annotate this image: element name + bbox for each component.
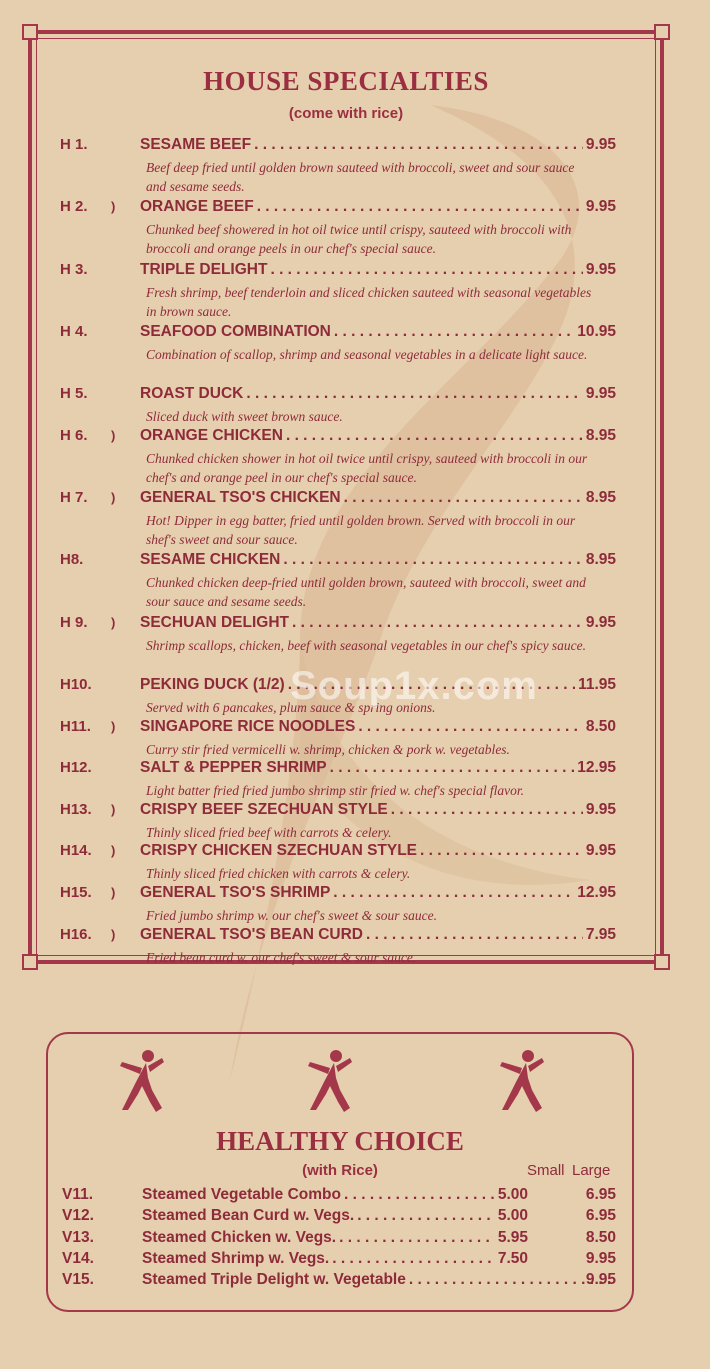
item-description: Shrimp scallops, chicken, beef with seasonal vegetables in our chef's spicy sauce. — [146, 637, 587, 653]
small-price: 5.00 — [497, 1186, 528, 1203]
frame-corner — [22, 954, 38, 970]
item-price: 9.95 — [585, 613, 616, 631]
item-code: H13. — [60, 800, 92, 818]
dot-leader — [334, 323, 574, 341]
healthy-choice-subtitle: (with Rice) — [302, 1162, 378, 1179]
dancer-figure-icon — [112, 1046, 168, 1116]
menu-item — [60, 489, 620, 551]
item-name: CRISPY CHICKEN SZECHUAN STYLE — [140, 842, 418, 860]
large-column-header: Large — [572, 1162, 611, 1179]
item-description: Fried jumbo shrimp w. our chef's sweet & sour sauce. — [146, 907, 437, 923]
house-specialties-title: HOUSE SPECIALTIES — [203, 66, 489, 96]
item-line — [140, 614, 616, 632]
item-name: GENERAL TSO'S CHICKEN — [140, 489, 341, 507]
item-code: H16. — [60, 925, 92, 943]
large-price: 8.50 — [585, 1228, 616, 1246]
item-description: Fried bean curd w. our chef's sweet & sour sauce. — [146, 949, 417, 965]
dot-leader — [339, 1229, 495, 1247]
dot-leader — [344, 1186, 495, 1204]
item-price: 12.95 — [577, 759, 616, 777]
dancer-figure-icon — [494, 1046, 550, 1116]
dot-leader — [246, 385, 582, 403]
item-line — [140, 801, 616, 819]
item-name: GENERAL TSO'S BEAN CURD — [140, 925, 364, 943]
menu-item — [60, 842, 620, 884]
item-price: 7.95 — [585, 925, 616, 943]
item-price: 9.95 — [585, 136, 616, 153]
spicy-marker: ) — [111, 490, 116, 506]
item-line — [140, 136, 616, 154]
item-name: PEKING DUCK (1/2) — [140, 675, 285, 693]
dot-leader — [409, 1271, 613, 1289]
item-code: H10. — [60, 675, 92, 693]
dot-leader — [391, 801, 583, 819]
item-name: ROAST DUCK — [140, 385, 244, 403]
item-code: H 3. — [60, 260, 88, 278]
item-name: Steamed Bean Curd w. Vegs. — [142, 1207, 355, 1225]
item-line — [140, 323, 616, 341]
item-line — [140, 842, 616, 860]
item-line — [140, 261, 616, 279]
item-price: 9.95 — [585, 198, 616, 216]
item-price: 8.95 — [585, 551, 616, 569]
item-code: V13. — [62, 1228, 94, 1246]
item-code: V15. — [62, 1271, 94, 1289]
large-price: 9.95 — [585, 1271, 616, 1289]
item-description: Chunked chicken deep-fried until golden brown, sauteed with broccoli, sweet and sour sauce and sesame seeds. — [146, 575, 586, 610]
item-description: Combination of scallop, shrimp and seasonal vegetables in a delicate light sauce. — [146, 346, 588, 362]
item-code: H 7. — [60, 489, 88, 507]
item-code: H 6. — [60, 426, 88, 444]
dot-leader — [286, 427, 583, 445]
spicy-marker: ) — [111, 199, 116, 215]
item-price: 9.95 — [585, 800, 616, 818]
dot-leader — [344, 489, 583, 507]
frame-corner — [654, 954, 670, 970]
healthy-choice-title: HEALTHY CHOICE — [216, 1126, 464, 1156]
item-description: Served with 6 pancakes, plum sauce & spring onions. — [146, 699, 436, 715]
item-description: Thinly sliced fried chicken with carrots & celery. — [146, 866, 411, 882]
item-code: H11. — [60, 717, 91, 735]
item-name: ORANGE CHICKEN — [140, 426, 283, 444]
item-code: H 2. — [60, 198, 88, 216]
item-line — [140, 427, 616, 445]
healthy-items-list — [62, 1186, 616, 1292]
item-code: H 5. — [60, 385, 88, 403]
dot-leader — [254, 136, 583, 154]
menu-item — [60, 427, 620, 489]
item-line — [142, 1229, 528, 1247]
item-price: 9.95 — [585, 260, 616, 278]
small-price: 5.95 — [497, 1228, 528, 1246]
item-code: H8. — [60, 551, 84, 569]
item-name: Steamed Vegetable Combo — [142, 1186, 341, 1203]
item-description: Fresh shrimp, beef tenderloin and sliced chicken sauteed with seasonal vegetables in brown sauce. — [146, 284, 592, 319]
item-price: 12.95 — [577, 883, 616, 901]
item-line — [140, 926, 616, 944]
item-line — [140, 489, 616, 507]
item-line — [140, 884, 616, 902]
small-price: 5.00 — [497, 1207, 528, 1225]
menu-item — [60, 759, 620, 801]
item-line — [140, 551, 616, 569]
item-code: H12. — [60, 759, 92, 777]
item-name: SINGAPORE RICE NOODLES — [140, 717, 356, 735]
item-code: H14. — [60, 842, 92, 860]
item-description: Sliced duck with sweet brown sauce. — [146, 409, 343, 425]
menu-item — [60, 926, 620, 968]
menu-item — [60, 884, 620, 926]
item-name: SESAME CHICKEN — [140, 551, 281, 569]
item-line — [140, 759, 616, 777]
item-price: 8.50 — [585, 717, 616, 735]
large-price: 6.95 — [585, 1207, 616, 1225]
dot-leader — [332, 1250, 495, 1268]
healthy-menu-item — [62, 1229, 616, 1250]
item-price: 8.95 — [585, 426, 616, 444]
dancer-figure-icon — [302, 1046, 358, 1116]
healthy-menu-item — [62, 1186, 616, 1207]
item-code: H 9. — [60, 613, 88, 631]
menu-item — [60, 198, 620, 260]
dot-leader — [283, 551, 582, 569]
item-line — [140, 385, 616, 403]
item-code: V12. — [62, 1207, 94, 1225]
item-line — [142, 1271, 616, 1289]
item-name: SEAFOOD COMBINATION — [140, 322, 331, 340]
dot-leader — [330, 759, 575, 777]
dot-leader — [270, 261, 582, 279]
item-description: Chunked beef showered in hot oil twice until crispy, sauteed with broccoli with broccoli and orange peels in our chef's special sauce. — [146, 222, 572, 257]
item-name: ORANGE BEEF — [140, 198, 254, 216]
menu-item — [60, 551, 620, 613]
healthy-menu-item — [62, 1207, 616, 1228]
item-line — [140, 718, 616, 736]
menu-item — [60, 323, 620, 385]
menu-item — [60, 261, 620, 323]
spicy-marker: ) — [111, 801, 116, 817]
item-description: Beef deep fried until golden brown sauteed with broccoli, sweet and sour sauce and sesame seeds. — [146, 160, 575, 194]
dot-leader — [366, 926, 583, 944]
watermark: Soup1x.com — [290, 664, 538, 708]
menu-item — [60, 801, 620, 843]
item-line — [142, 1250, 528, 1268]
item-line — [142, 1207, 528, 1225]
item-price: 10.95 — [577, 322, 616, 340]
menu-item — [60, 718, 620, 760]
item-description: Curry stir fried vermicelli w. shrimp, chicken & pork w. vegetables. — [146, 741, 510, 757]
dot-leader — [333, 884, 574, 902]
menu-item — [60, 136, 620, 198]
item-price: 8.95 — [585, 489, 616, 507]
spicy-marker: ) — [111, 614, 116, 630]
item-line — [142, 1186, 528, 1204]
item-line — [140, 198, 616, 216]
item-name: SALT & PEPPER SHRIMP — [140, 759, 327, 777]
dot-leader — [358, 718, 583, 736]
healthy-menu-item — [62, 1250, 616, 1271]
house-specialties-subtitle: (come with rice) — [288, 105, 404, 122]
item-code: H 4. — [60, 322, 88, 340]
item-code: V14. — [62, 1249, 94, 1267]
item-description: Chunked chicken shower in hot oil twice until crispy, sauteed with broccoli in our chef's and orange peel in our chef's special sauce. — [146, 450, 588, 485]
item-code: H15. — [60, 883, 92, 901]
menu-item — [60, 385, 620, 427]
item-code: V11. — [62, 1186, 94, 1203]
item-description: Light batter fried fried jumbo shrimp stir fried w. chef's special flavor. — [146, 783, 525, 799]
dot-leader — [357, 1207, 495, 1225]
frame-corner — [22, 24, 38, 40]
dot-leader — [257, 198, 583, 216]
spicy-marker: ) — [111, 427, 116, 443]
item-name: GENERAL TSO'S SHRIMP — [140, 883, 331, 901]
spicy-marker: ) — [111, 843, 116, 859]
item-price: 11.95 — [578, 675, 616, 693]
spicy-marker: ) — [111, 884, 116, 900]
spicy-marker: ) — [111, 926, 116, 942]
dot-leader — [420, 842, 583, 860]
item-description: Thinly sliced fried beef with carrots & celery. — [146, 824, 392, 840]
dot-leader — [292, 614, 583, 632]
item-name: Steamed Chicken w. Vegs. — [142, 1228, 337, 1246]
frame-corner — [654, 24, 670, 40]
healthy-menu-item — [62, 1271, 616, 1292]
item-price: 9.95 — [585, 842, 616, 860]
item-name: SECHUAN DELIGHT — [140, 613, 289, 631]
spicy-marker: ) — [111, 718, 116, 734]
item-name: CRISPY BEEF SZECHUAN STYLE — [140, 800, 388, 818]
small-price: 7.50 — [497, 1249, 528, 1267]
large-price: 6.95 — [585, 1186, 616, 1203]
item-name: Steamed Shrimp w. Vegs. — [142, 1249, 330, 1267]
item-name: Steamed Triple Delight w. Vegetable — [142, 1271, 406, 1289]
item-price: 9.95 — [585, 385, 616, 403]
item-description: Hot! Dipper in egg batter, fried until golden brown. Served with broccoli in our shef's sweet and sour sauce. — [146, 513, 576, 548]
item-name: SESAME BEEF — [140, 136, 252, 153]
item-name: TRIPLE DELIGHT — [140, 260, 268, 278]
house-items-list — [60, 136, 620, 967]
large-price: 9.95 — [585, 1249, 616, 1267]
item-code: H 1. — [60, 136, 88, 153]
small-column-header: Small — [527, 1162, 565, 1179]
